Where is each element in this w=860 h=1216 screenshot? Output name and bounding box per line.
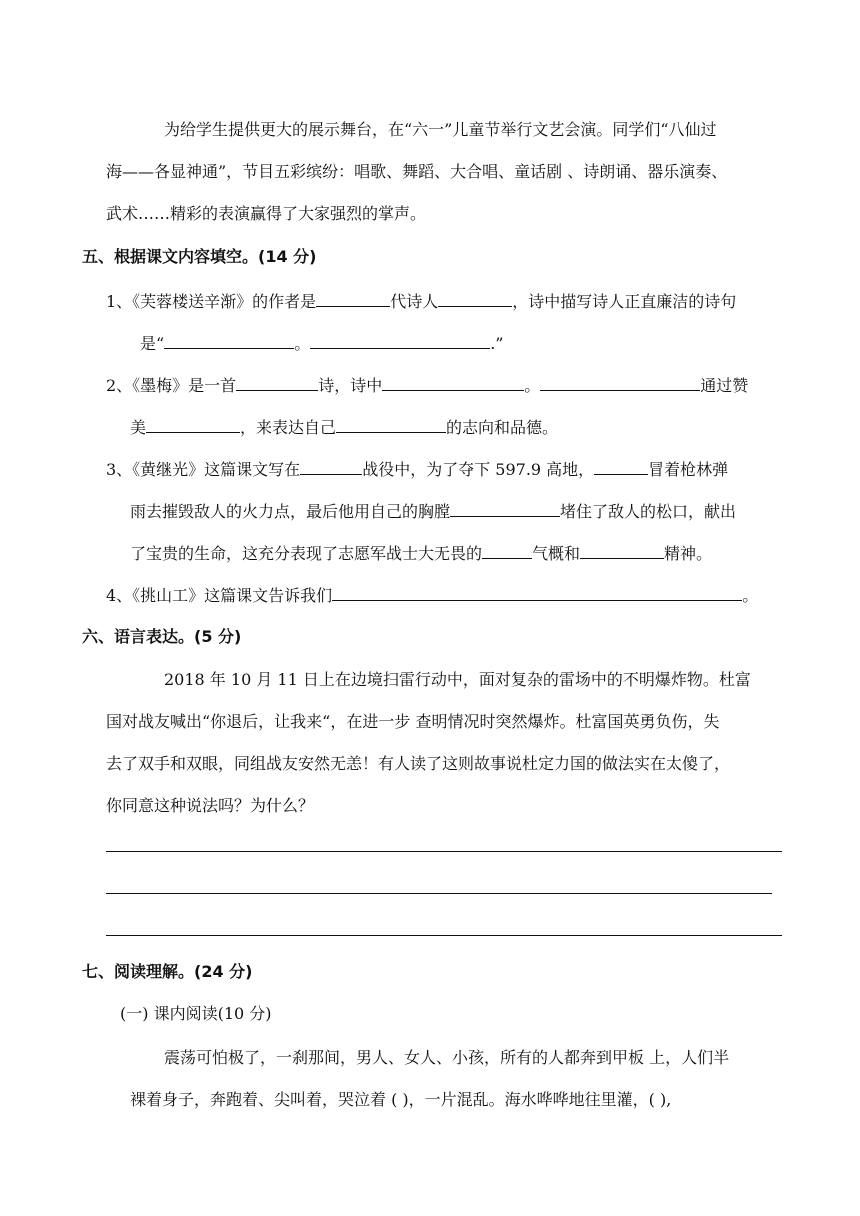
section-7-line-1: 震荡可怕极了，一刹那间，男人、女人、小孩，所有的人都奔到甲板 上，人们半 bbox=[164, 1048, 730, 1067]
question-text: 是“ bbox=[140, 334, 165, 353]
question-4-line-1 bbox=[106, 584, 758, 606]
question-text: 了宝贵的生命，这充分表现了志愿军战士大无畏的 bbox=[130, 544, 483, 563]
question-text: 2、《墨梅》是一首 bbox=[106, 376, 237, 395]
answer-blank[interactable] bbox=[316, 290, 390, 307]
question-text: 。 bbox=[294, 334, 311, 353]
section-6-line-1: 2018 年 10 月 11 日上在边境扫雷行动中，面对复杂的雷场中的不明爆炸物。杜富 bbox=[164, 670, 751, 689]
question-text: 代诗人 bbox=[390, 292, 439, 311]
answer-blank[interactable] bbox=[146, 416, 240, 433]
answer-blank[interactable] bbox=[594, 458, 648, 475]
answer-blank[interactable] bbox=[164, 332, 294, 349]
question-text: ，诗中描写诗人正直廉洁的诗句 bbox=[512, 292, 737, 311]
section-7-heading: 七、阅读理解。(24 分) bbox=[82, 962, 253, 981]
question-text: 雨去摧毁敌人的火力点，最后他用自己的胸膛 bbox=[130, 502, 451, 521]
section-6-line-2: 国对战友喊出“你退后，让我来“，在进一步 查明情况时突然爆炸。杜富国英勇负伤，失 bbox=[106, 712, 720, 731]
question-text: 的志向和品德。 bbox=[446, 418, 559, 437]
question-text: 。 bbox=[742, 586, 759, 605]
answer-blank[interactable] bbox=[580, 542, 664, 559]
question-3-line-2 bbox=[130, 500, 736, 522]
question-2-line-1 bbox=[106, 374, 748, 396]
question-3-line-3 bbox=[130, 542, 712, 564]
question-1-line-1 bbox=[106, 290, 736, 312]
question-1-line-2 bbox=[140, 332, 503, 354]
question-text: 美 bbox=[130, 418, 147, 437]
question-3-line-1 bbox=[106, 458, 728, 480]
section-7-subheading: (一) 课内阅读(10 分) bbox=[120, 1004, 272, 1023]
question-text: ，来表达自己 bbox=[240, 418, 337, 437]
question-text: 战役中，为了夺下 597.9 高地， bbox=[362, 460, 595, 479]
question-text: 1、《芙蓉楼送辛渐》的作者是 bbox=[106, 292, 317, 311]
intro-line-1: 为给学生提供更大的展示舞台，在“六一”儿童节举行文艺会演。同学们“八仙过 bbox=[164, 120, 717, 139]
intro-line-3: 武术……精彩的表演赢得了大家强烈的掌声。 bbox=[106, 204, 427, 223]
answer-blank[interactable] bbox=[236, 374, 318, 391]
intro-line-2: 海——各显神通”，节目五彩缤纷：唱歌、舞蹈、大合唱、童话剧 、诗朗诵、器乐演奏、 bbox=[106, 162, 728, 181]
answer-line[interactable] bbox=[106, 893, 772, 894]
section-7-line-2: 裸着身子，奔跑着、尖叫着，哭泣着 ( )，一片混乱。海水哗哗地往里灌，( ), bbox=[130, 1090, 672, 1109]
question-text: 气概和 bbox=[532, 544, 581, 563]
answer-blank[interactable] bbox=[540, 374, 700, 391]
answer-blank[interactable] bbox=[450, 500, 560, 517]
answer-blank[interactable] bbox=[332, 584, 742, 601]
section-5-heading: 五、根据课文内容填空。(14 分) bbox=[82, 247, 317, 266]
question-text: 。 bbox=[524, 376, 541, 395]
answer-blank[interactable] bbox=[438, 290, 512, 307]
answer-line[interactable] bbox=[106, 935, 782, 936]
answer-blank[interactable] bbox=[310, 332, 490, 349]
section-6-line-3: 去了双手和双眼，同组战友安然无恙！有人读了这则故事说杜定力国的做法实在太傻了， bbox=[106, 754, 731, 773]
question-text: 诗，诗中 bbox=[318, 376, 383, 395]
question-text: 4、《挑山工》这篇课文告诉我们 bbox=[106, 586, 333, 605]
question-text: 堵住了敌人的松口，献出 bbox=[560, 502, 737, 521]
section-6-line-4: 你同意这种说法吗？为什么？ bbox=[106, 796, 315, 815]
question-text: 冒着枪林弹 bbox=[648, 460, 729, 479]
answer-line[interactable] bbox=[106, 851, 782, 852]
question-text: 精神。 bbox=[664, 544, 713, 563]
answer-blank[interactable] bbox=[482, 542, 532, 559]
question-text: .” bbox=[490, 334, 504, 353]
section-6-heading: 六、语言表达。(5 分) bbox=[82, 627, 242, 646]
answer-blank[interactable] bbox=[336, 416, 446, 433]
question-text: 3、《黄继光》这篇课文写在 bbox=[106, 460, 301, 479]
question-2-line-2 bbox=[130, 416, 558, 438]
question-text: 通过赞 bbox=[700, 376, 749, 395]
answer-blank[interactable] bbox=[382, 374, 524, 391]
answer-blank[interactable] bbox=[300, 458, 362, 475]
